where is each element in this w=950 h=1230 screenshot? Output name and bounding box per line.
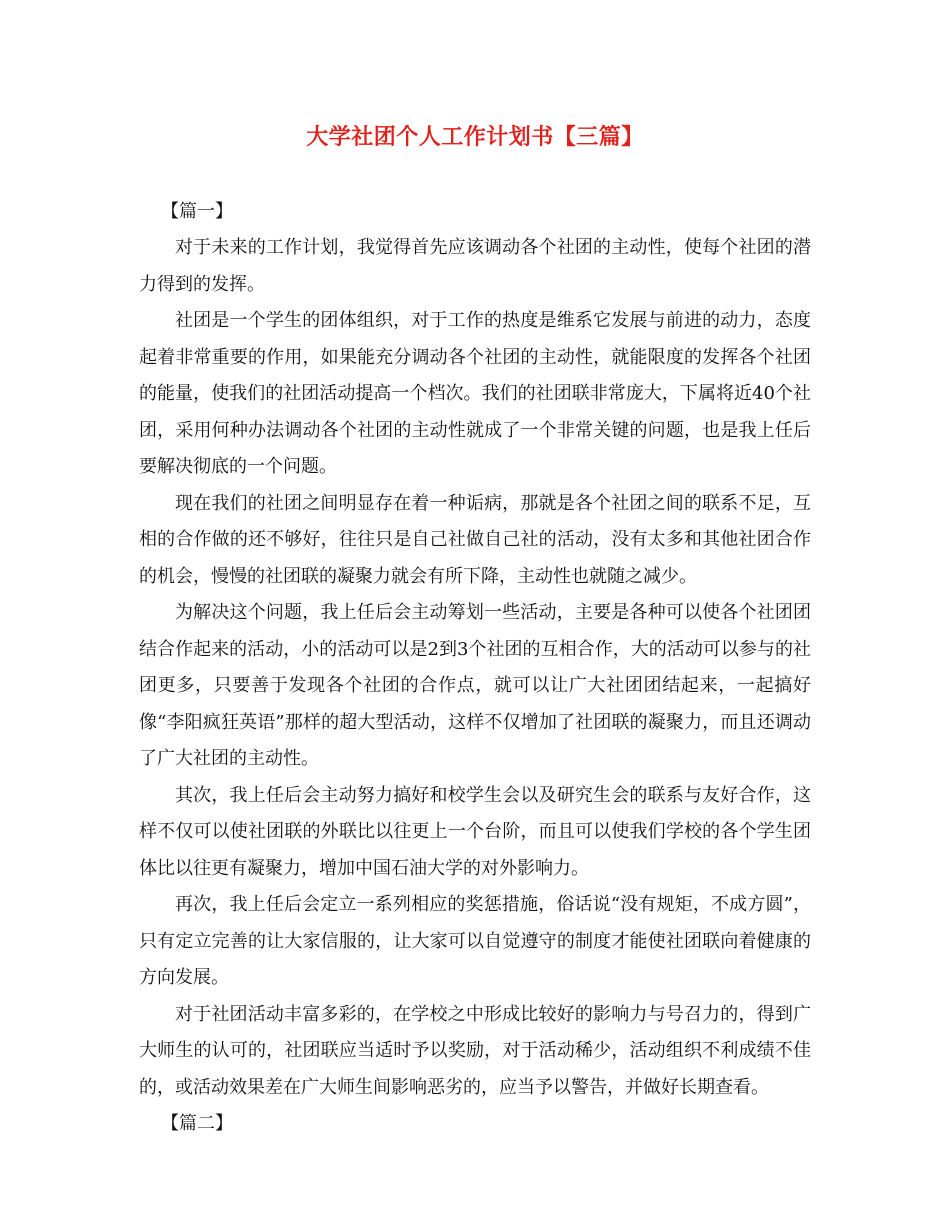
paragraph-4: 为解决这个问题，我上任后会主动筹划一些活动，主要是各种可以使各个社团团结合作起来的活动，小的活动可以是2到3个社团的互相合作，大的活动可以参与的社团更多，只要善于发现各个社团的合作点，就可以让广大社团团结起来，一起搞好像“李阳疯狂英语”那样的超大型活动，这样不仅增加了社团联的凝聚力，而且还调动了广大社团的主动性。 [139, 602, 811, 769]
paragraph-6: 再次，我上任后会定立一系列相应的奖惩措施，俗话说“没有规矩，不成方圆”，只有定立完善的让大家信服的，让大家可以自觉遵守的制度才能使社团联向着健康的方向发展。 [139, 894, 811, 988]
document-title: 大学社团个人工作计划书【三篇】 [306, 124, 644, 150]
paragraph-5: 其次，我上任后会主动努力搞好和校学生会以及研究生会的联系与友好合作，这样不仅可以使社团联的外联比以往更上一个台阶，而且可以使我们学校的各个学生团体比以往更有凝聚力，增加中国石油大学的对外影响力。 [139, 784, 811, 879]
section-heading-1: 【篇一】 [161, 201, 233, 222]
paragraph-3: 现在我们的社团之间明显存在着一种诟病，那就是各个社团之间的联系不足，互相的合作做的还不够好，往往只是自己社做自己社的活动，没有太多和其他社团合作的机会，慢慢的社团联的凝聚力就会有所下降，主动性也就随之减少。 [139, 492, 811, 587]
document-body [139, 194, 811, 1142]
paragraph-7: 对于社团活动丰富多彩的，在学校之中形成比较好的影响力与号召力的，得到广大师生的认可的，社团联应当适时予以奖励，对于活动稀少，活动组织不利成绩不佳的，或活动效果差在广大师生间影响恶劣的，应当予以警告，并做好长期查看。 [139, 1003, 811, 1098]
paragraph-2: 社团是一个学生的团体组织，对于工作的热度是维系它发展与前进的动力，态度起着非常重要的作用，如果能充分调动各个社团的主动性，就能限度的发挥各个社团的能量，使我们的社团活动提高一个档次。我们的社团联非常庞大，下属将近40个社团，采用何种办法调动各个社团的主动性就成了一个非常关键的问题，也是我上任后要解决彻底的一个问题。 [139, 310, 811, 477]
section-heading-2: 【篇二】 [161, 1113, 233, 1134]
paragraph-1: 对于未来的工作计划，我觉得首先应该调动各个社团的主动性，使每个社团的潜力得到的发挥。 [139, 237, 811, 295]
